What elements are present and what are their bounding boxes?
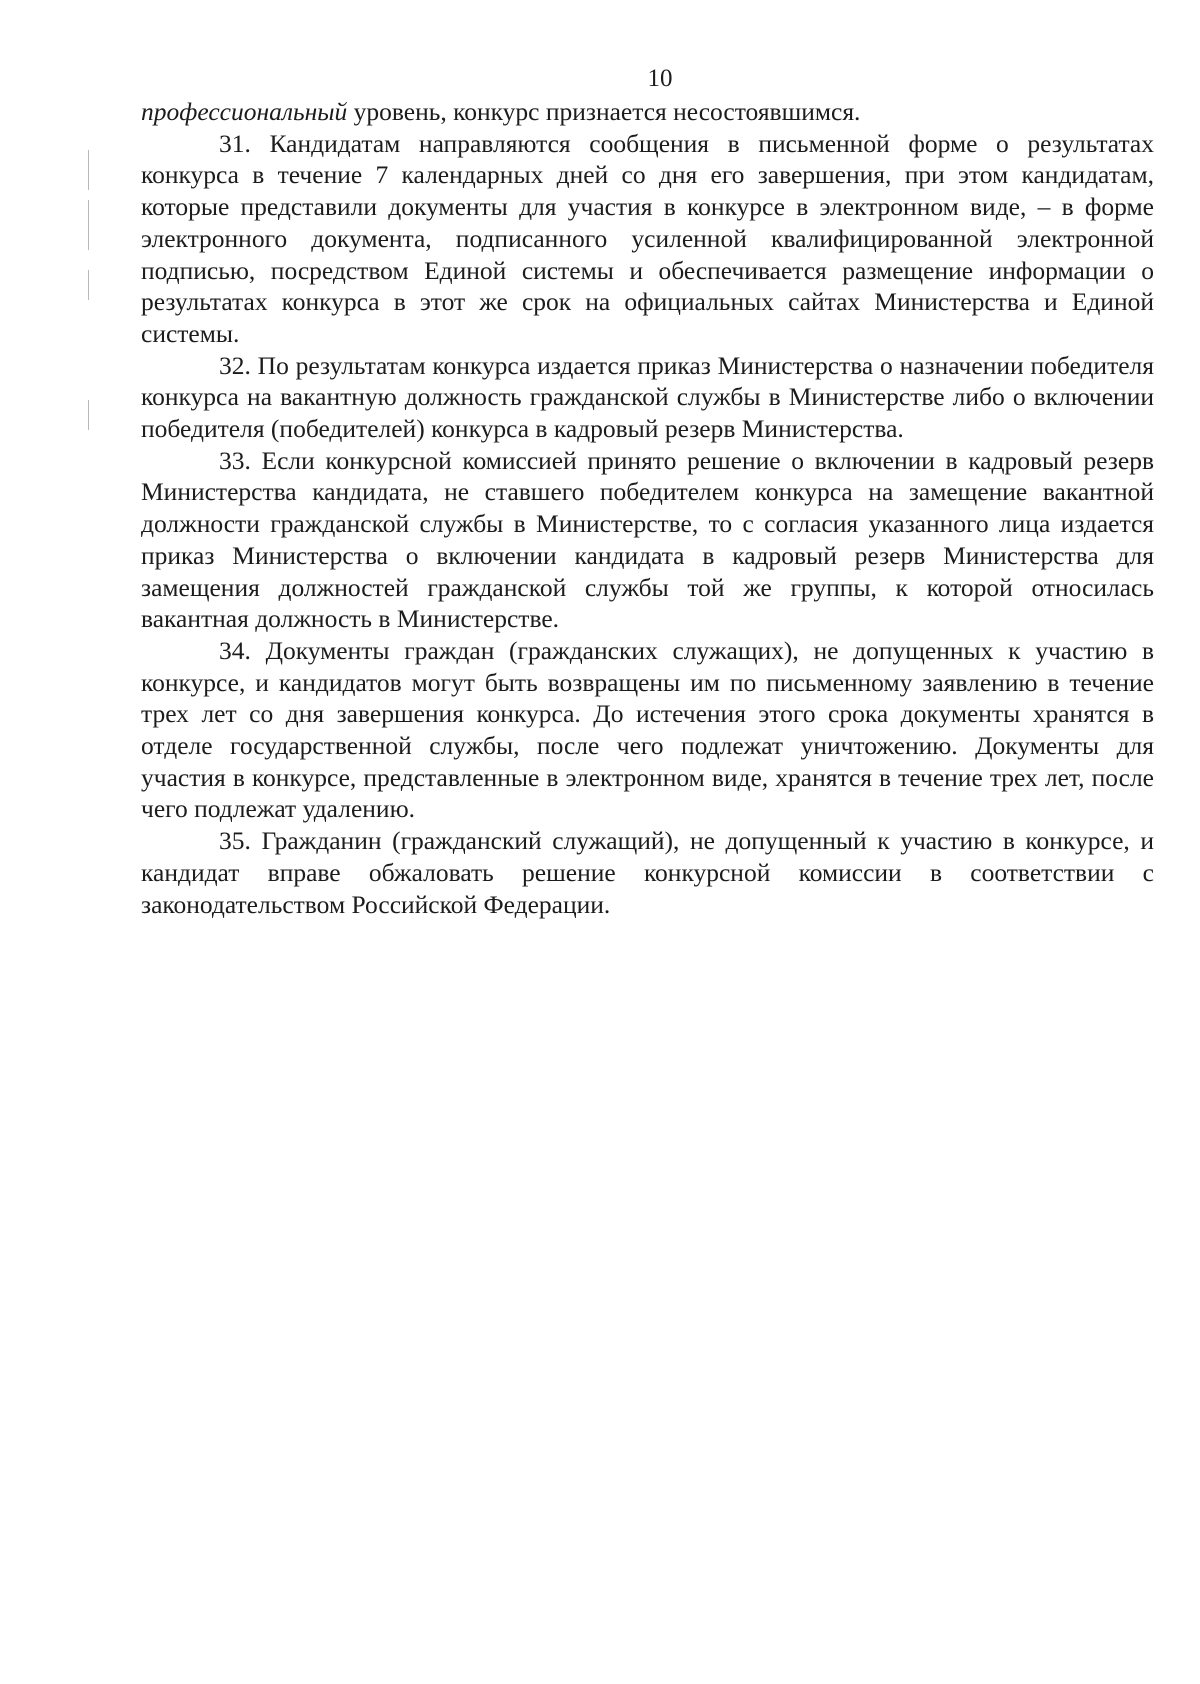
page-number: 10	[647, 65, 673, 92]
paragraph-text: уровень, конкурс признается несостоявшимся.	[347, 97, 861, 126]
paragraph-31: 31. Кандидатам направляются сообщения в письменной форме о результатах конкурса в течение 7 календарных дней со дня его завершения, при этом кандидатам, которые представили документы для участия в конкурсе в электронном виде, – в форме электронного документа, подписанного усиленной квалифицированной электронной подписью, посредством Единой системы и обеспечивается размещение информации о результатах конкурса в этот же срок на официальных сайтах Министерства и Единой системы.	[141, 128, 1154, 348]
document-body	[141, 96, 1154, 920]
paragraph-continuation	[141, 96, 1154, 128]
paragraph-32: 32. По результатам конкурса издается приказ Министерства о назначении победителя конкурса на вакантную должность гражданской службы в Министерстве либо о включении победителя (победителей) конкурса в кадровый резерв Министерства.	[141, 350, 1154, 444]
paragraph-34: 34. Документы граждан (гражданских служащих), не допущенных к участию в конкурсе, и кандидатов могут быть возвращены им по письменному заявлению в течение трех лет со дня завершения конкурса. До истечения этого срока документы хранятся в отделе государственной службы, после чего подлежат уничтожению. Документы для участия в конкурсе, представленные в электронном виде, хранятся в течение трех лет, после чего подлежат удалению.	[141, 635, 1154, 824]
scan-mark	[88, 200, 89, 250]
scan-mark	[88, 150, 89, 190]
scan-mark	[88, 270, 89, 300]
scan-mark	[88, 400, 89, 430]
paragraph-33: 33. Если конкурсной комиссией принято решение о включении в кадровый резерв Министерства кандидата, не ставшего победителем конкурса на замещение вакантной должности гражданской службы в Министерстве, то с согласия указанного лица издается приказ Министерства о включении кандидата в кадровый резерв Министерства для замещения должностей гражданской службы той же группы, к которой относилась вакантная должность в Министерстве.	[141, 445, 1154, 634]
paragraph-35: 35. Гражданин (гражданский служащий), не допущенный к участию в конкурсе, и кандидат вправе обжаловать решение конкурсной комиссии в соответствии с законодательством Российской Федерации.	[141, 826, 1154, 919]
italic-fragment: профессиональный	[141, 97, 348, 126]
